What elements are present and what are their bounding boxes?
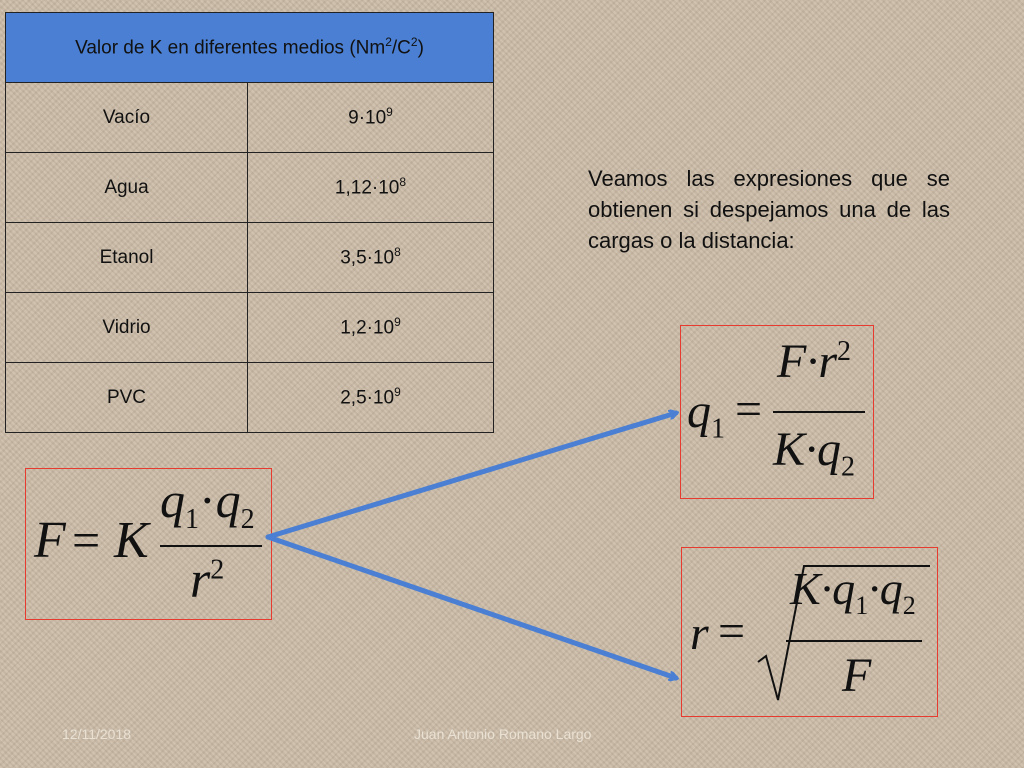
k-value-cell: $9\cdot 10^9$ [248,83,494,153]
formula-lhs: r [690,607,709,660]
k-value-cell: $1,12\cdot 10^8$ [248,153,494,223]
medium-cell: Etanol [6,223,248,293]
formula-lhs: $q_1$ [687,385,725,445]
formula-denominator: $K\cdot q_2$ [773,423,856,483]
table-header: Valor de K en diferentes medios $(Nm^2/C^2)$ [6,13,494,83]
formula-numerator: $K\cdot q_1\cdot q_2$ [790,563,916,621]
formula-denominator: $r^2$ [190,552,225,609]
medium-cell: PVC [6,363,248,433]
arrow-to-r [268,537,676,678]
footer-author: Juan Antonio Romano Largo [414,726,592,742]
k-value-cell: $2,5\cdot 10^9$ [248,363,494,433]
formula-denominator: F [842,649,872,702]
arrow-to-q1 [268,413,676,537]
k-value-cell: $1,2\cdot 10^9$ [248,293,494,363]
footer-date: 12/11/2018 [62,726,132,742]
medium-cell: Vacío [6,83,248,153]
medium-cell: Vidrio [6,293,248,363]
formula-numerator: $q_1\cdot q_2$ [160,472,255,535]
k-value-cell: $3,5\cdot 10^8$ [248,223,494,293]
formula-k: K [114,512,149,569]
formula-equals: = [718,605,746,658]
formula-equals: = [735,383,763,436]
description-text: Veamos las expresiones que se obtienen si despejamos una de las cargas o la distancia: [588,166,950,253]
medium-cell: Agua [6,153,248,223]
formula-equals: = [72,512,101,568]
formula-numerator: $F\cdot r^2$ [777,335,851,388]
formula-lhs: F [34,512,66,569]
